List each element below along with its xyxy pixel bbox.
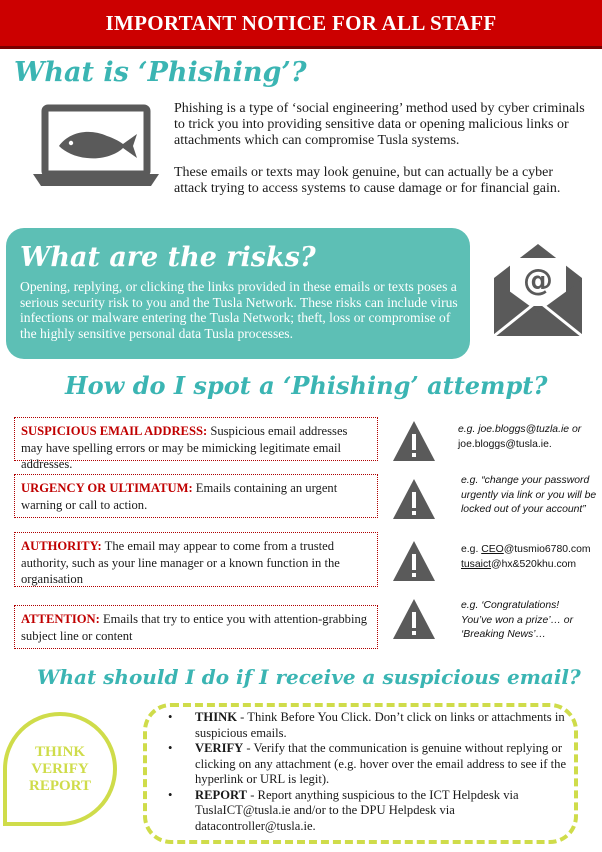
svg-text:@: @ bbox=[523, 263, 553, 298]
warning-icon bbox=[391, 418, 437, 464]
spot-example-1: e.g. joe.bloggs@tuzla.ie or joe.bloggs@tusla.ie. bbox=[458, 424, 582, 450]
risks-panel bbox=[6, 228, 470, 359]
spot-example-4: e.g. ‘Congratulations! You’ve won a prize’… or ‘Breaking News’… bbox=[461, 600, 574, 640]
spot-example-3: e.g. CEO@tusmio6780.com tusaict@hx&520khu.com bbox=[461, 544, 591, 570]
warning-icon bbox=[391, 476, 437, 522]
warning-icon bbox=[391, 538, 437, 584]
spot-item-text: The email may appear to come from a trusted authority, such as your line manager or a known function in the organisation bbox=[21, 539, 340, 586]
email-envelope-icon bbox=[490, 238, 586, 340]
spot-heading: How do I spot a ‘Phishing’ attempt? bbox=[65, 371, 548, 400]
think-verify-report-badge bbox=[3, 712, 117, 826]
spot-item-text: Emails containing an urgent warning or call to action. bbox=[21, 481, 338, 512]
spot-item-label: SUSPICIOUS EMAIL ADDRESS: bbox=[21, 424, 208, 438]
spot-item-label: AUTHORITY: bbox=[21, 539, 102, 553]
badge-line-report: REPORT bbox=[29, 777, 91, 794]
list-item: • THINK - Think Before You Click. Don’t click on links or attachments in suspicious emails. bbox=[168, 710, 568, 741]
spot-item-suspicious-address bbox=[14, 417, 378, 471]
spot-item-text: Emails that try to entice you with attention-grabbing subject line or content bbox=[21, 612, 368, 643]
actions-list bbox=[168, 710, 568, 834]
badge-line-verify: VERIFY bbox=[31, 760, 89, 777]
spot-item-text: Suspicious email addresses may have spelling errors or may be mimicking legitimate email addresses. bbox=[21, 424, 348, 471]
phishing-paragraph-2: These emails or texts may look genuine, but can actually be a cyber attack trying to access systems to cause damage or for financial gain. bbox=[174, 165, 561, 196]
risks-heading: What are the risks? bbox=[20, 242, 316, 273]
phishing-heading: What is ‘Phishing’? bbox=[14, 57, 307, 88]
spot-item-label: ATTENTION: bbox=[21, 612, 100, 626]
phishing-paragraph-1: Phishing is a type of ‘social engineering’ method used by cyber criminals to trick you into providing sensitive data or opening malicious links or attachments which can compromise Tusla systems. bbox=[174, 101, 585, 148]
risks-text: Opening, replying, or clicking the links provided in these emails or texts poses a serious security risk to you and the Tusla Network. These risks can include virus infections or malware entering the Tusla Network; theft, loss or compromise of the highly sensitive personal data Tusla processes. bbox=[20, 279, 458, 341]
list-item: • REPORT - Report anything suspicious to the ICT Helpdesk via TuslaICT@tusla.ie and/or to the DPU Helpdesk via datacontroller@tusla.ie. bbox=[168, 788, 568, 835]
spot-item-label: URGENCY OR ULTIMATUM: bbox=[21, 481, 193, 495]
banner-title: IMPORTANT NOTICE FOR ALL STAFF bbox=[105, 10, 497, 35]
warning-icon bbox=[391, 596, 437, 642]
receive-heading: What should I do if I receive a suspicious email? bbox=[37, 665, 581, 689]
badge-line-think: THINK bbox=[34, 743, 85, 760]
spot-example-2: e.g. “change your password urgently via link or you will be locked out of your account” bbox=[461, 475, 597, 515]
spot-item-attention bbox=[14, 605, 378, 649]
phishing-description bbox=[174, 101, 586, 197]
laptop-fish-icon bbox=[33, 104, 159, 190]
spot-item-urgency bbox=[14, 474, 378, 518]
spot-item-authority bbox=[14, 532, 378, 587]
notice-banner bbox=[0, 0, 602, 49]
list-item: • VERIFY - Verify that the communication is genuine without replying or clicking on any attachment (e.g. hover over the email address to see if the hyperlink or URL is legit). bbox=[168, 741, 568, 788]
